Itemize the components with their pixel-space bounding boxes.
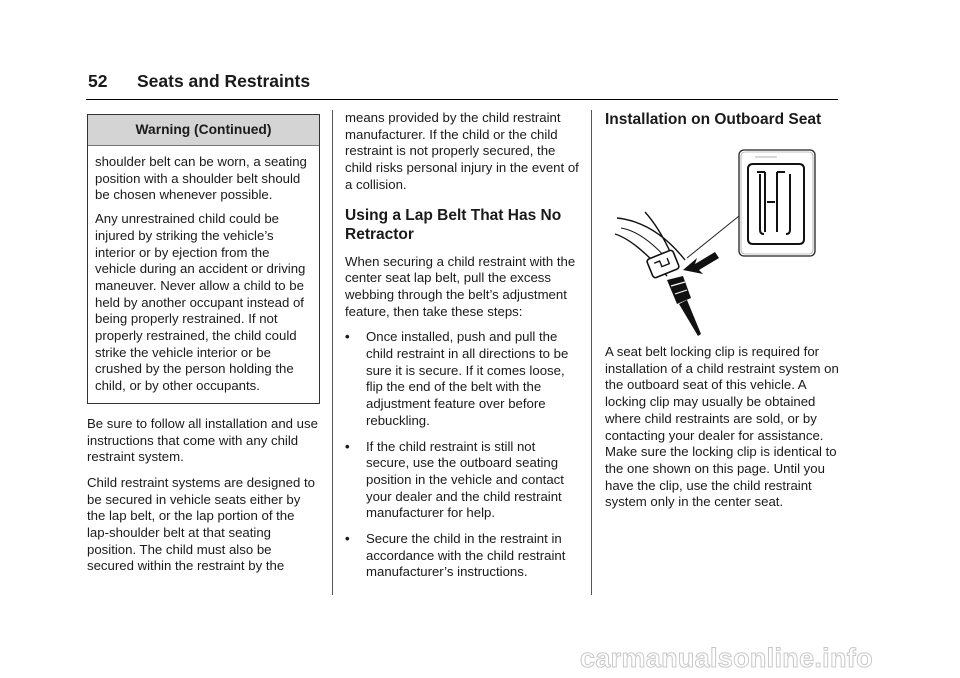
body-paragraph: When securing a child restraint with the center seat lap belt, pull the excess webbing through the belt’s adjustment feature, then take these steps: [345,253,576,319]
body-paragraph: Be sure to follow all installation and use instructions that come with any child restraint system. [87,415,318,465]
locking-clip-illustration [605,148,845,336]
bullet-item [345,329,579,429]
bullet-icon: • [345,438,350,454]
column-divider-right [591,110,592,595]
warning-body [88,146,319,403]
header-rule [86,99,838,100]
subheading-outboard-seat: Installation on Outboard Seat [605,111,822,128]
body-paragraph: A seat belt locking clip is required for installation of a child restraint system on the outboard seat of this vehicle. A locking clip may usually be obtained where child restraints are sold, or by contacting your dealer for assistance. Make sure the locking clip is identical to the one shown on this page. Until you have the clip, use the child restraint system only in the center seat. [605,344,839,510]
body-paragraph: Child restraint systems are designed to be secured in vehicle seats either by the lap belt, or the lap portion of the lap-shoulder belt at that seating position. The child must also be secured within the restraint by the [87,474,315,574]
warning-paragraph: shoulder belt can be worn, a seating position with a shoulder belt should be chosen whenever possible. [95,154,307,203]
bullet-item [345,531,579,581]
bullet-text: If the child restraint is still not secure, use the outboard seating position in the vehicle and contact your dealer and the child restraint manufacturer for help. [366,438,564,521]
column-right [605,110,840,129]
bullet-icon: • [345,531,350,547]
warning-paragraph: Any unrestrained child could be injured by striking the vehicle’s interior or by ejection from the vehicle during an accident or driving maneuver. Never allow a child to be held by another occupant instead of being properly restrained. If not properly restrained, the child could strike the vehicle interior or be crushed by the person holding the child, or by other occupants. [95,211,306,394]
svg-text:carmanualsonline.info: carmanualsonline.info [580,645,873,673]
bullet-text: Secure the child in the restraint in accordance with the child restraint manufacturer’s instructions. [366,531,566,580]
warning-title: Warning (Continued) [88,115,319,146]
column-divider-left [332,110,333,595]
page-number: 52 [88,71,108,91]
column-left-text [87,416,320,575]
body-paragraph: means provided by the child restraint manufacturer. If the child or the child restraint is not properly secured, the child risks personal injury in the event of a collision. [345,110,579,192]
column-right-text [605,344,840,511]
column-left [87,114,320,584]
column-middle [345,110,579,590]
warning-box [87,114,320,404]
bullet-item [345,439,579,523]
subheading-lap-belt: Using a Lap Belt That Has No Retractor [345,206,562,244]
watermark-logo [580,645,950,673]
section-title: Seats and Restraints [137,71,311,91]
bullet-text: Once installed, push and pull the child restraint in all directions to be sure it is secure. If it comes loose, flip the end of the belt with the adjustment feature over before rebuckling. [366,329,569,428]
bullet-icon: • [345,329,350,345]
